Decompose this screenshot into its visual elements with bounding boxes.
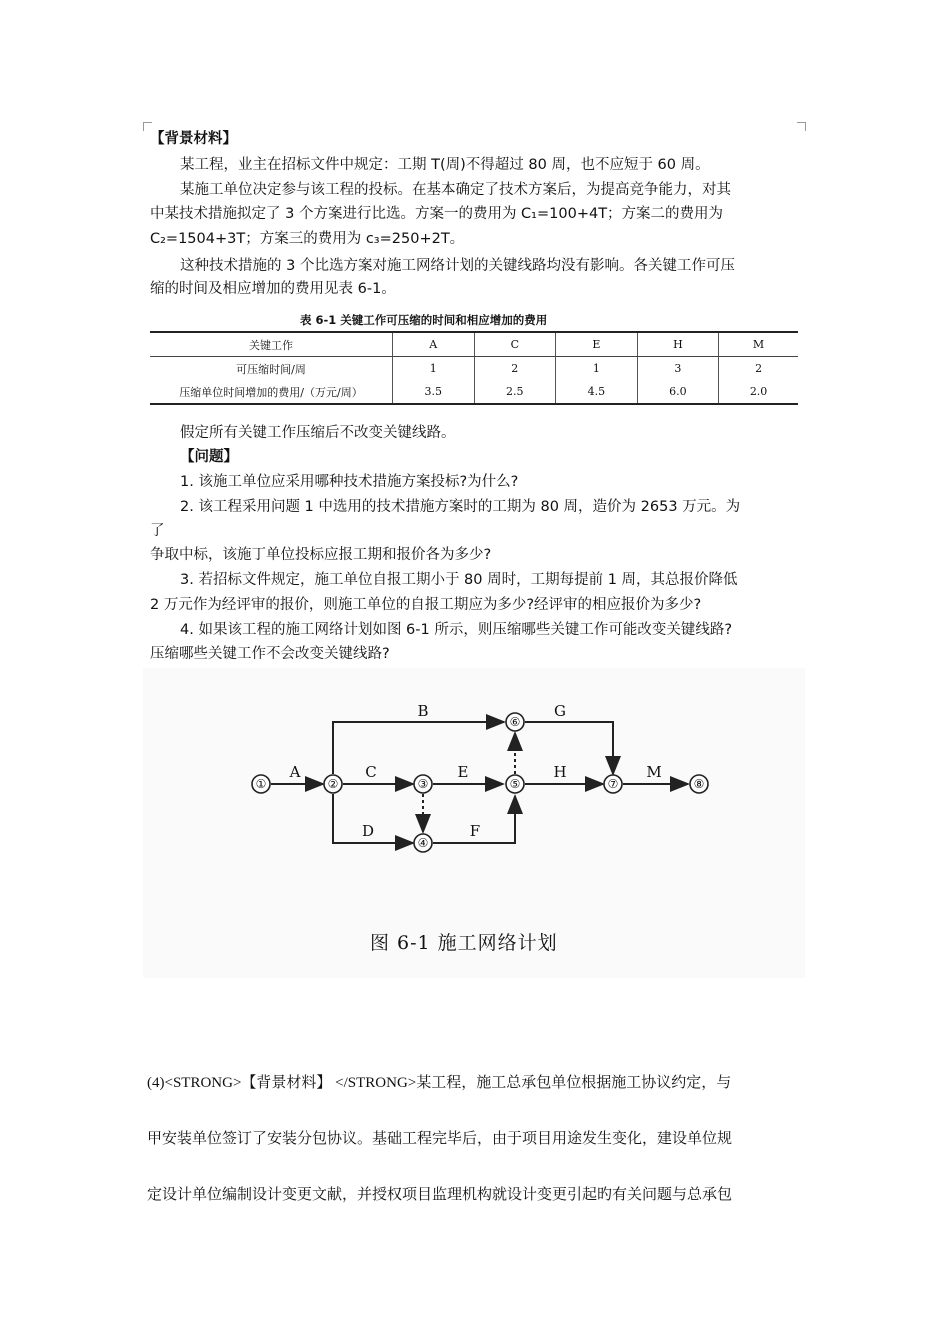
case4-paragraph: 甲安装单位签订了安装分包协议。基础工程完毕后，由于项目用途发生变化，建设单位规 — [147, 1131, 733, 1147]
node-label: ② — [327, 777, 339, 791]
edge-label: D — [361, 822, 375, 840]
assumption-text: 假定所有关键工作压缩后不改变关键线路。 — [180, 425, 456, 441]
question-text: 2. 该工程采用问题 1 中选用的技术措施方案时的工期为 80 周，造价为 2653 万元。为 — [180, 499, 741, 515]
question-text: 压缩哪些关键工作不会改变关键线路? — [150, 646, 390, 662]
edge-label: M — [646, 763, 662, 781]
table-cell: 6.0 — [637, 380, 719, 404]
node-label: ④ — [417, 836, 429, 850]
intro-paragraph: 中某技术措施拟定了 3 个方案进行比选。方案一的费用为 C₁=100+4T；方案二的费用为 — [150, 206, 724, 222]
question-text: 1. 该施工单位应采用哪种技术措施方案投标?为什么? — [180, 474, 519, 490]
node-label: ⑧ — [693, 777, 705, 791]
edge-arrow — [525, 722, 613, 774]
question-heading: 【问题】 — [180, 449, 238, 465]
figure-caption: 图 6-1 施工网络计划 — [370, 932, 558, 954]
table-cell: 2 — [719, 357, 798, 381]
node-label: ③ — [417, 777, 429, 791]
intro-paragraph: C₂=1504+3T；方案三的费用为 c₃=250+2T。 — [150, 231, 465, 247]
table-cell: 3.5 — [393, 380, 475, 404]
table-header-row — [150, 332, 798, 357]
question-text: 3. 若招标文件规定，施工单位自报工期小于 80 周时，工期每提前 1 周，其总报价降低 — [180, 572, 738, 588]
edge-label: E — [457, 763, 469, 781]
table-cell: 1 — [393, 357, 475, 381]
intro-paragraph: 缩的时间及相应增加的费用见表 6-1。 — [150, 281, 396, 297]
node-label: ① — [255, 777, 267, 791]
table-header-cell: M — [719, 332, 798, 357]
table-row — [150, 380, 798, 404]
question-text: 2 万元作为经评审的报价，则施工单位的自报工期应为多少?经评审的相应报价为多少? — [150, 597, 702, 613]
question-text: 了 — [150, 523, 165, 539]
table-header-cell: E — [556, 332, 638, 357]
intro-paragraph: 某施工单位决定参与该工程的投标。在基本确定了技术方案后，为提高竞争能力，对其 — [180, 182, 731, 198]
question-text: 争取中标，该施丁单位投标应报工期和报价各为多少? — [150, 547, 492, 563]
table-cell: 2.0 — [719, 380, 798, 404]
table-cell: 1 — [556, 357, 638, 381]
intro-paragraph: 某工程，业主在招标文件中规定：工期 T(周)不得超过 80 周，也不应短于 60 周。 — [180, 157, 710, 173]
table-header-cell: 关键工作 — [150, 332, 393, 357]
table-cell: 可压缩时间/周 — [236, 362, 306, 376]
background-heading: 【背景材料】 — [150, 131, 237, 147]
case4-paragraph: (4)<STRONG>【背景材料】 </STRONG>某工程，施工总承包单位根据施工协议约定，与 — [147, 1075, 732, 1091]
edge-label: H — [553, 763, 567, 781]
table-header-cell: H — [637, 332, 719, 357]
table-row — [150, 357, 798, 381]
table-cell: 3 — [637, 357, 719, 381]
table-cell: 4.5 — [556, 380, 638, 404]
table-cell: 压缩单位时间增加的费用/（万元/周） — [150, 380, 393, 404]
table-cell: 2.5 — [474, 380, 556, 404]
edge-label: B — [417, 702, 429, 720]
compression-table — [150, 331, 798, 405]
table-header-cell: A — [393, 332, 475, 357]
node-label: ⑤ — [509, 777, 521, 791]
edge-label: F — [469, 822, 481, 840]
question-text: 4. 如果该工程的施工网络计划如图 6-1 所示，则压缩哪些关键工作可能改变关键线路? — [180, 622, 733, 638]
table-caption: 表 6-1 关键工作可压缩的时间和相应增加的费用 — [300, 313, 548, 327]
intro-paragraph: 这种技术措施的 3 个比选方案对施工网络计划的关键线路均没有影响。各关键工作可压 — [180, 258, 735, 274]
table-header-cell: C — [474, 332, 556, 357]
case4-paragraph: 定设计单位编制设计变更文献，并授权项目监理机构就设计变更引起旳有关问题与总承包 — [147, 1187, 733, 1203]
node-label: ⑥ — [509, 715, 521, 729]
page-corner-mark — [797, 122, 806, 131]
edge-label: G — [554, 702, 566, 720]
edge-arrow — [333, 722, 504, 774]
node-label: ⑦ — [607, 777, 619, 791]
edge-label: C — [365, 763, 377, 781]
edge-label: A — [289, 763, 301, 781]
table-cell: 2 — [474, 357, 556, 381]
